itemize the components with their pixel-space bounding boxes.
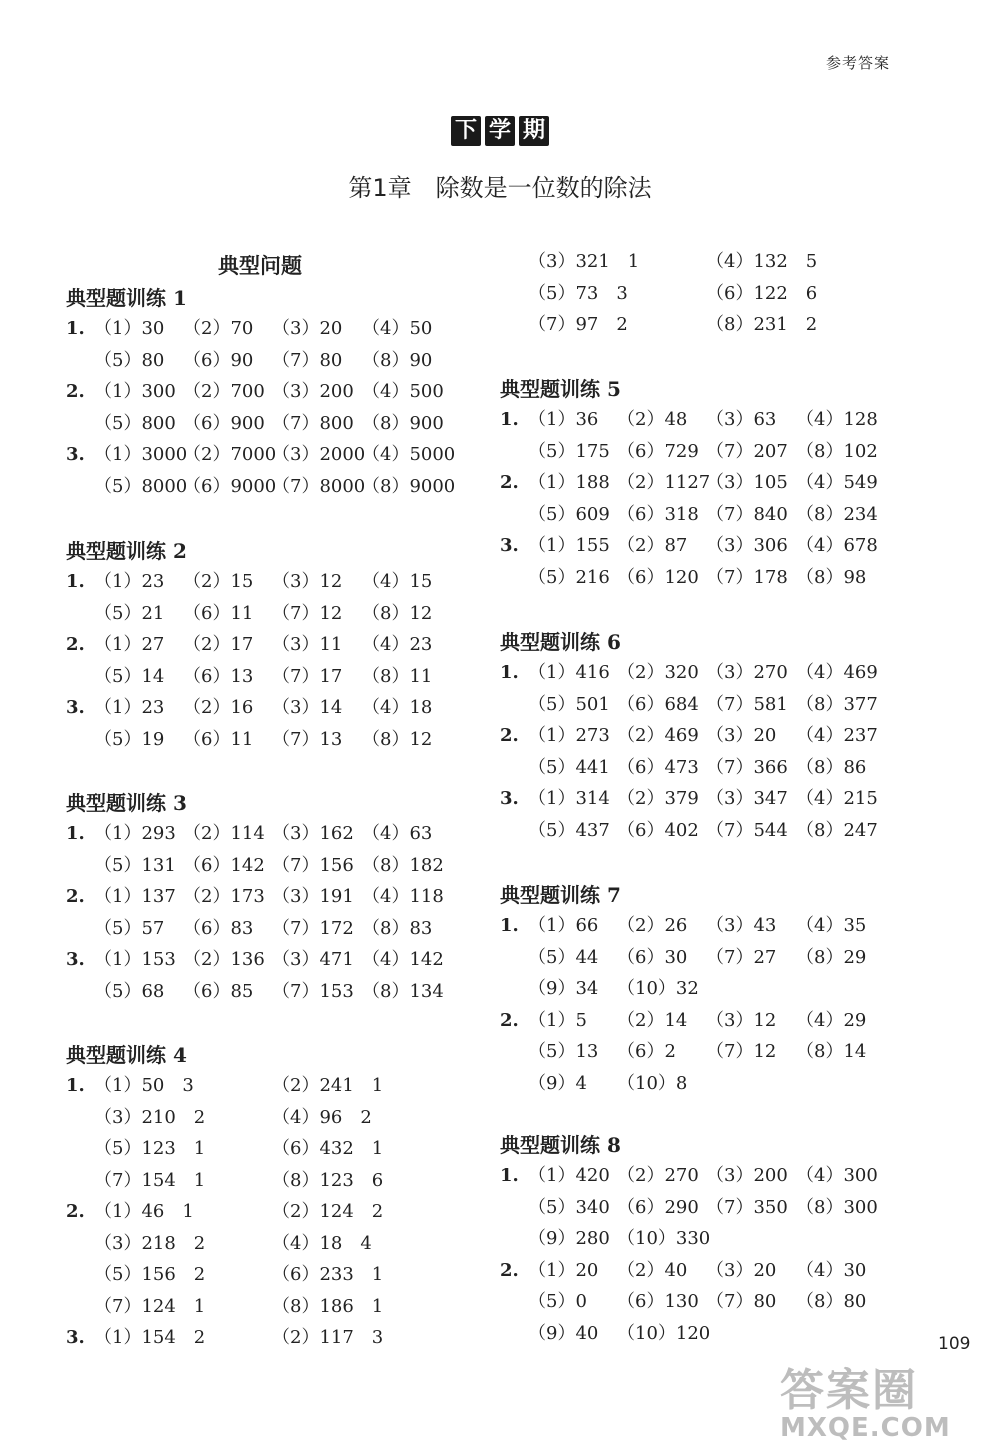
answer-item: （9）40 bbox=[528, 1322, 599, 1344]
answer-item: （3）200 bbox=[706, 1165, 788, 1186]
answer-item: （6）290 bbox=[617, 1196, 699, 1218]
answer-row bbox=[66, 976, 466, 1008]
answer-item: （1）273 bbox=[528, 725, 610, 746]
answer-item: （4）549 bbox=[796, 472, 878, 493]
section-title: 典型题训练 4 bbox=[66, 1043, 187, 1067]
answer-item: （6）13 bbox=[183, 665, 254, 687]
answer-item: （8）90 bbox=[362, 349, 433, 371]
answer-item: （6）11 bbox=[183, 728, 254, 750]
answer-row bbox=[66, 313, 466, 345]
answer-item: （2）117 3 bbox=[272, 1327, 384, 1348]
answer-item: （4）18 bbox=[362, 697, 433, 718]
answer-item: （5）44 bbox=[528, 946, 599, 968]
answer-row bbox=[500, 1160, 900, 1192]
answer-item: （4）35 bbox=[796, 915, 867, 936]
answer-item: （7）153 bbox=[272, 980, 354, 1002]
answer-row bbox=[500, 436, 900, 468]
answer-item: （4）18 4 bbox=[272, 1232, 372, 1254]
answer-item: （2）136 bbox=[183, 949, 265, 970]
answer-section bbox=[500, 627, 900, 846]
answer-row bbox=[66, 913, 466, 945]
answer-row bbox=[66, 724, 466, 756]
answer-item: （3）43 bbox=[706, 915, 777, 936]
answer-row bbox=[500, 973, 900, 1005]
answer-item: （2）1127 bbox=[617, 472, 711, 493]
answer-row bbox=[500, 910, 900, 942]
answer-item: （1）314 bbox=[528, 788, 610, 809]
answer-item: （7）581 bbox=[706, 693, 788, 715]
answer-item: （2）48 bbox=[617, 409, 688, 430]
answer-item: （1）50 3 bbox=[94, 1075, 194, 1096]
answer-section bbox=[66, 536, 466, 755]
answer-row bbox=[66, 598, 466, 630]
answer-item: （4）300 bbox=[796, 1165, 878, 1186]
answer-item: （10）330 bbox=[617, 1228, 711, 1249]
answer-item: （5）21 bbox=[94, 602, 165, 624]
term-title bbox=[0, 116, 1000, 146]
answer-item: （1）3000 bbox=[94, 444, 188, 465]
answer-item: （8）247 bbox=[796, 819, 878, 841]
answer-item: （2）40 bbox=[617, 1259, 688, 1281]
answer-item: （7）17 bbox=[272, 665, 343, 687]
answer-item: （3）191 bbox=[272, 886, 354, 907]
watermark-url: MXQE.COM bbox=[780, 1413, 951, 1443]
question-number: 3. bbox=[500, 788, 519, 809]
question-number: 1. bbox=[500, 662, 519, 683]
answer-row bbox=[500, 815, 900, 847]
answer-item: （8）134 bbox=[362, 980, 444, 1002]
answer-item: （2）173 bbox=[183, 886, 265, 907]
answer-item: （8）182 bbox=[362, 854, 444, 876]
question-number: 3. bbox=[66, 1327, 85, 1348]
answer-item: （8）12 bbox=[362, 728, 433, 750]
answer-item: （7）800 bbox=[272, 412, 354, 434]
answer-item: （3）210 2 bbox=[94, 1106, 206, 1128]
answer-item: （2）70 bbox=[183, 318, 254, 339]
answer-item: （5）13 bbox=[528, 1041, 599, 1062]
answer-item: （4）30 bbox=[796, 1259, 867, 1281]
answer-item: （5）175 bbox=[528, 440, 610, 462]
answer-row bbox=[500, 942, 900, 974]
answer-item: （6）120 bbox=[617, 566, 699, 588]
answer-row bbox=[66, 566, 466, 598]
answer-row bbox=[66, 1133, 466, 1165]
answer-item: （7）840 bbox=[706, 503, 788, 525]
answer-item: （5）609 bbox=[528, 503, 610, 525]
answer-row bbox=[500, 1223, 900, 1255]
answer-item: （8）377 bbox=[796, 693, 878, 715]
answer-item: （8）231 2 bbox=[706, 314, 818, 335]
question-number: 2. bbox=[500, 1009, 519, 1031]
running-header: 参考答案 bbox=[826, 54, 891, 72]
answer-item: （6）85 bbox=[183, 980, 254, 1002]
answer-row bbox=[66, 850, 466, 882]
answer-row bbox=[66, 345, 466, 377]
answer-item: （6）2 bbox=[617, 1041, 676, 1062]
answer-item: （2）15 bbox=[183, 571, 254, 592]
answer-item: （5）156 2 bbox=[94, 1264, 206, 1285]
answer-item: （4）237 bbox=[796, 725, 878, 746]
answer-item: （5）441 bbox=[528, 756, 610, 778]
answer-row bbox=[500, 689, 900, 721]
answer-item: （7）80 bbox=[706, 1291, 777, 1312]
answer-item: （3）218 2 bbox=[94, 1232, 206, 1254]
answer-item: （5）73 3 bbox=[528, 282, 628, 304]
answer-section bbox=[66, 1040, 466, 1354]
section-title: 典型题训练 3 bbox=[66, 791, 187, 815]
answer-item: （8）29 bbox=[796, 946, 867, 968]
answer-row bbox=[66, 944, 466, 976]
answer-item: （3）306 bbox=[706, 535, 788, 556]
answer-item: （5）19 bbox=[94, 728, 165, 750]
answer-item: （5）800 bbox=[94, 412, 176, 434]
answer-item: （6）142 bbox=[183, 854, 265, 876]
answer-item: （2）469 bbox=[617, 725, 699, 746]
answer-section bbox=[500, 374, 900, 593]
answer-item: （3）270 bbox=[706, 662, 788, 683]
answer-item: （3）200 bbox=[272, 381, 354, 402]
answer-item: （3）321 1 bbox=[528, 251, 640, 272]
answer-item: （8）123 6 bbox=[272, 1169, 384, 1191]
answer-item: （8）900 bbox=[362, 412, 444, 434]
answer-row bbox=[66, 1165, 466, 1197]
section-title: 典型题训练 2 bbox=[66, 539, 187, 563]
answer-row bbox=[500, 1036, 900, 1068]
answer-item: （4）96 2 bbox=[272, 1106, 372, 1128]
answer-item: （7）207 bbox=[706, 440, 788, 462]
question-number: 3. bbox=[500, 535, 519, 556]
answer-row bbox=[500, 404, 900, 436]
question-number: 1. bbox=[500, 1165, 519, 1186]
answer-row bbox=[500, 657, 900, 689]
answer-item: （3）63 bbox=[706, 409, 777, 430]
answer-row bbox=[500, 720, 900, 752]
answer-item: （3）20 bbox=[272, 318, 343, 339]
answer-item: （1）420 bbox=[528, 1165, 610, 1186]
answer-section bbox=[66, 788, 466, 1007]
answer-item: （1）27 bbox=[94, 634, 165, 655]
answer-item: （2）17 bbox=[183, 634, 254, 655]
answer-item: （3）12 bbox=[706, 1009, 777, 1031]
answer-item: （7）12 bbox=[706, 1041, 777, 1062]
answer-section bbox=[500, 880, 900, 1099]
answer-item: （1）300 bbox=[94, 381, 176, 402]
answer-item: （3）105 bbox=[706, 472, 788, 493]
answer-item: （5）501 bbox=[528, 693, 610, 715]
answer-row bbox=[66, 1102, 466, 1134]
answer-item: （3）20 bbox=[706, 1259, 777, 1281]
section-title: 典型题训练 7 bbox=[500, 883, 621, 907]
answer-item: （5）14 bbox=[94, 665, 165, 687]
answer-row bbox=[500, 1286, 900, 1318]
column-heading: 典型问题 bbox=[218, 253, 302, 278]
answer-item: （1）30 bbox=[94, 318, 165, 339]
answer-item: （2）320 bbox=[617, 662, 699, 683]
answer-item: （4）215 bbox=[796, 788, 878, 809]
answer-item: （2）16 bbox=[183, 697, 254, 718]
answer-item: （4）500 bbox=[362, 381, 444, 402]
answer-item: （3）2000 bbox=[272, 444, 366, 465]
answer-item: （5）216 bbox=[528, 566, 610, 588]
answer-item: （2）700 bbox=[183, 381, 265, 402]
answer-item: （2）241 1 bbox=[272, 1075, 384, 1096]
answer-item: （6）122 6 bbox=[706, 282, 818, 304]
answer-row bbox=[500, 752, 900, 784]
answer-item: （3）20 bbox=[706, 725, 777, 746]
question-number: 1. bbox=[500, 915, 519, 936]
answer-item: （7）124 1 bbox=[94, 1295, 206, 1317]
answer-item: （5）437 bbox=[528, 819, 610, 841]
answer-item: （4）5000 bbox=[362, 444, 456, 465]
answer-item: （1）20 bbox=[528, 1259, 599, 1281]
answer-item: （6）432 1 bbox=[272, 1138, 384, 1159]
answer-item: （4）23 bbox=[362, 634, 433, 655]
answer-item: （9）280 bbox=[528, 1228, 610, 1249]
answer-item: （1）154 2 bbox=[94, 1327, 206, 1348]
answer-row bbox=[500, 499, 900, 531]
question-number: 2. bbox=[66, 634, 85, 655]
question-number: 3. bbox=[66, 444, 85, 465]
answer-item: （4）63 bbox=[362, 823, 433, 844]
answer-item: （8）12 bbox=[362, 602, 433, 624]
answer-item: （3）347 bbox=[706, 788, 788, 809]
answer-item: （2）26 bbox=[617, 915, 688, 936]
question-number: 1. bbox=[66, 318, 85, 339]
answer-item: （7）8000 bbox=[272, 475, 366, 497]
answer-item: （4）118 bbox=[362, 886, 444, 907]
question-number: 2. bbox=[66, 886, 85, 907]
answer-item: （6）130 bbox=[617, 1291, 699, 1312]
answer-item: （1）23 bbox=[94, 697, 165, 718]
answer-item: （8）300 bbox=[796, 1196, 878, 1218]
question-number: 2. bbox=[66, 1201, 85, 1222]
section-title: 典型题训练 8 bbox=[500, 1133, 621, 1157]
answer-item: （4）132 5 bbox=[706, 251, 818, 272]
answer-row bbox=[66, 408, 466, 440]
answer-item: （1）23 bbox=[94, 571, 165, 592]
section-title: 典型题训练 6 bbox=[500, 630, 621, 654]
answer-row bbox=[66, 661, 466, 693]
answer-item: （4）469 bbox=[796, 662, 878, 683]
answer-item: （7）154 1 bbox=[94, 1169, 206, 1191]
answer-section bbox=[500, 246, 900, 341]
answer-row bbox=[66, 1259, 466, 1291]
section-title: 典型题训练 1 bbox=[66, 286, 187, 310]
answer-item: （3）12 bbox=[272, 571, 343, 592]
answer-item: （3）14 bbox=[272, 697, 343, 718]
question-number: 3. bbox=[66, 949, 85, 970]
answer-item: （8）9000 bbox=[362, 475, 456, 497]
answer-item: （4）128 bbox=[796, 409, 878, 430]
answer-item: （7）544 bbox=[706, 819, 788, 841]
chapter-title bbox=[0, 168, 1000, 203]
answer-item: （1）137 bbox=[94, 886, 176, 907]
answer-item: （5）57 bbox=[94, 917, 165, 939]
answer-row bbox=[66, 1228, 466, 1260]
term-char: 学 bbox=[485, 116, 515, 146]
answer-item: （4）29 bbox=[796, 1009, 867, 1031]
answer-item: （1）188 bbox=[528, 472, 610, 493]
question-number: 1. bbox=[66, 1075, 85, 1096]
answer-item: （4）50 bbox=[362, 318, 433, 339]
answer-item: （8）11 bbox=[362, 665, 433, 687]
answer-item: （2）7000 bbox=[183, 444, 277, 465]
answer-item: （10）8 bbox=[617, 1072, 688, 1094]
answer-row bbox=[500, 278, 900, 310]
answer-row bbox=[66, 439, 466, 471]
question-number: 2. bbox=[66, 381, 85, 402]
answer-item: （1）36 bbox=[528, 409, 599, 430]
answer-item: （5）0 bbox=[528, 1291, 587, 1312]
watermark bbox=[780, 1365, 995, 1448]
answer-item: （6）90 bbox=[183, 349, 254, 371]
answer-row bbox=[500, 246, 900, 278]
answer-row bbox=[500, 1255, 900, 1287]
answer-item: （7）80 bbox=[272, 349, 343, 371]
answer-item: （1）5 bbox=[528, 1009, 587, 1031]
answer-row bbox=[66, 629, 466, 661]
answer-row bbox=[500, 467, 900, 499]
question-number: 2. bbox=[500, 725, 519, 746]
answer-item: （1）293 bbox=[94, 823, 176, 844]
watermark-logo: 答案圈 bbox=[780, 1365, 918, 1416]
answer-item: （7）366 bbox=[706, 756, 788, 778]
answer-section bbox=[66, 283, 466, 502]
answer-item: （7）350 bbox=[706, 1196, 788, 1218]
answer-row bbox=[500, 562, 900, 594]
answer-item: （6）233 1 bbox=[272, 1264, 384, 1285]
answer-row bbox=[66, 1291, 466, 1323]
chapter-number: 第1章 bbox=[348, 174, 412, 202]
answer-item: （9）4 bbox=[528, 1072, 587, 1094]
answer-item: （5）340 bbox=[528, 1196, 610, 1218]
answer-item: （6）900 bbox=[183, 412, 265, 434]
answer-item: （2）87 bbox=[617, 535, 688, 556]
question-number: 1. bbox=[66, 823, 85, 844]
answer-item: （6）684 bbox=[617, 693, 699, 715]
answer-item: （10）120 bbox=[617, 1322, 711, 1344]
answer-row bbox=[66, 1322, 466, 1354]
answer-item: （7）178 bbox=[706, 566, 788, 588]
section-title: 典型题训练 5 bbox=[500, 377, 621, 401]
chapter-name: 除数是一位数的除法 bbox=[435, 174, 652, 202]
answer-row bbox=[500, 1318, 900, 1350]
answer-item: （6）473 bbox=[617, 756, 699, 778]
answer-item: （8）80 bbox=[796, 1291, 867, 1312]
answer-item: （5）131 bbox=[94, 854, 176, 876]
answer-item: （4）678 bbox=[796, 535, 878, 556]
answer-row bbox=[66, 1070, 466, 1102]
question-number: 3. bbox=[66, 697, 85, 718]
answer-item: （7）12 bbox=[272, 602, 343, 624]
answer-item: （7）13 bbox=[272, 728, 343, 750]
page-number: 109 bbox=[938, 1334, 971, 1354]
question-number: 1. bbox=[66, 571, 85, 592]
answer-item: （7）97 2 bbox=[528, 314, 628, 335]
answer-row bbox=[66, 692, 466, 724]
answer-item: （3）162 bbox=[272, 823, 354, 844]
answer-item: （1）46 1 bbox=[94, 1201, 194, 1222]
question-number: 2. bbox=[500, 1259, 519, 1281]
term-char: 下 bbox=[451, 116, 481, 146]
answer-item: （3）471 bbox=[272, 949, 354, 970]
answer-row bbox=[66, 471, 466, 503]
answer-item: （2）270 bbox=[617, 1165, 699, 1186]
answer-row bbox=[500, 1068, 900, 1100]
answer-row bbox=[66, 818, 466, 850]
term-char: 期 bbox=[519, 116, 549, 146]
answer-row bbox=[500, 530, 900, 562]
answer-item: （2）124 2 bbox=[272, 1201, 384, 1222]
question-number: 1. bbox=[500, 409, 519, 430]
answer-item: （8）102 bbox=[796, 440, 878, 462]
answer-item: （1）66 bbox=[528, 915, 599, 936]
answer-item: （1）155 bbox=[528, 535, 610, 556]
answer-item: （8）98 bbox=[796, 566, 867, 588]
answer-item: （5）123 1 bbox=[94, 1138, 206, 1159]
answer-item: （2）114 bbox=[183, 823, 265, 844]
answer-item: （10）32 bbox=[617, 978, 699, 999]
answer-item: （4）142 bbox=[362, 949, 444, 970]
answer-item: （8）83 bbox=[362, 917, 433, 939]
answer-row bbox=[500, 309, 900, 341]
answer-item: （5）68 bbox=[94, 980, 165, 1002]
answer-item: （7）27 bbox=[706, 946, 777, 968]
answer-row bbox=[500, 783, 900, 815]
answer-item: （3）11 bbox=[272, 634, 343, 655]
answer-section bbox=[500, 1130, 900, 1349]
answer-item: （4）15 bbox=[362, 571, 433, 592]
answer-item: （9）34 bbox=[528, 978, 599, 999]
answer-item: （7）156 bbox=[272, 854, 354, 876]
answer-item: （5）80 bbox=[94, 349, 165, 371]
answer-item: （8）86 bbox=[796, 756, 867, 778]
answer-item: （8）186 1 bbox=[272, 1295, 384, 1317]
answer-item: （1）416 bbox=[528, 662, 610, 683]
answer-item: （6）83 bbox=[183, 917, 254, 939]
answer-row bbox=[66, 1196, 466, 1228]
answer-item: （6）318 bbox=[617, 503, 699, 525]
answer-item: （2）379 bbox=[617, 788, 699, 809]
answer-row bbox=[500, 1005, 900, 1037]
answer-item: （6）729 bbox=[617, 440, 699, 462]
answer-item: （5）8000 bbox=[94, 475, 188, 497]
question-number: 2. bbox=[500, 472, 519, 493]
answer-item: （6）30 bbox=[617, 946, 688, 968]
answer-row bbox=[66, 881, 466, 913]
answer-item: （8）234 bbox=[796, 503, 878, 525]
answer-item: （2）14 bbox=[617, 1009, 688, 1031]
answer-item: （6）402 bbox=[617, 819, 699, 841]
answer-item: （8）14 bbox=[796, 1041, 867, 1062]
answer-item: （7）172 bbox=[272, 917, 354, 939]
answer-row bbox=[500, 1192, 900, 1224]
answer-row bbox=[66, 376, 466, 408]
answer-item: （6）9000 bbox=[183, 475, 277, 497]
answer-item: （6）11 bbox=[183, 602, 254, 624]
answer-item: （1）153 bbox=[94, 949, 176, 970]
